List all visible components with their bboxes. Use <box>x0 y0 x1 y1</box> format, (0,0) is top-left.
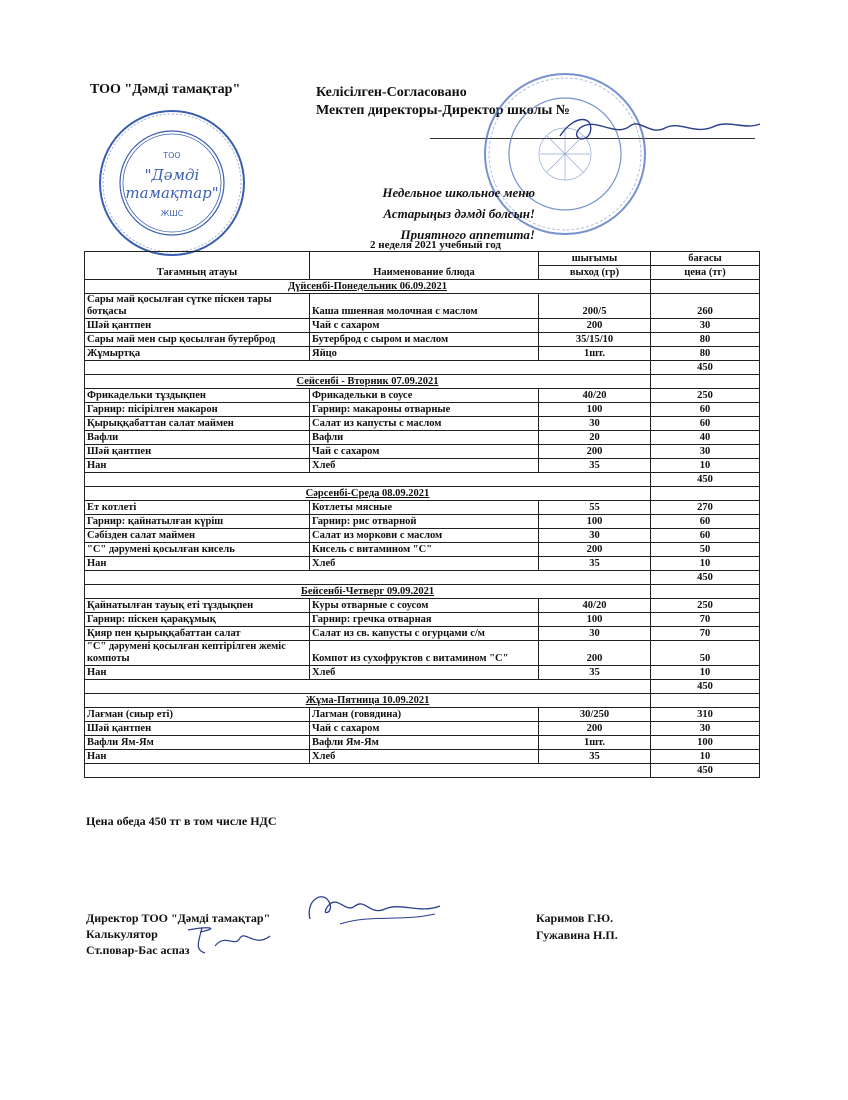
dish-name-kz: Шәй қантпен <box>85 722 310 736</box>
name-calculator: Гужавина Н.П. <box>536 928 618 942</box>
week-label: 2 неделя 2021 учебный год <box>370 239 501 251</box>
day-total-row <box>85 361 760 375</box>
day-title: Сәрсенбі-Среда 08.09.2021 <box>85 487 651 501</box>
dish-price: 30 <box>651 722 760 736</box>
dish-output: 35 <box>539 666 651 680</box>
dish-name-kz: Қияр пен қырыққабаттан салат <box>85 627 310 641</box>
menu-table-body <box>85 252 760 778</box>
header-out-top: шығымы <box>539 252 651 266</box>
dish-output: 200 <box>539 319 651 333</box>
dish-output: 40/20 <box>539 599 651 613</box>
table-row <box>85 294 760 319</box>
dish-output: 200 <box>539 445 651 459</box>
dish-name-ru: Лагман (говядина) <box>310 708 539 722</box>
day-total-row <box>85 764 760 778</box>
table-row <box>85 666 760 680</box>
day-total: 450 <box>651 571 760 585</box>
table-row <box>85 403 760 417</box>
dish-name-kz: Шәй қантпен <box>85 445 310 459</box>
table-row <box>85 750 760 764</box>
day-header-row <box>85 487 760 501</box>
dish-name-kz: Нан <box>85 750 310 764</box>
table-row <box>85 333 760 347</box>
day-header-empty <box>651 585 760 599</box>
dish-output: 35 <box>539 750 651 764</box>
dish-name-ru: Чай с сахаром <box>310 319 539 333</box>
dish-name-kz: Сәбізден салат маймен <box>85 529 310 543</box>
day-header-empty <box>651 375 760 389</box>
table-row <box>85 529 760 543</box>
stamp-bottom-text: ЖШС <box>160 209 184 218</box>
day-header-row <box>85 280 760 294</box>
dish-price: 80 <box>651 333 760 347</box>
day-title: Жұма-Пятница 10.09.2021 <box>85 694 651 708</box>
table-row <box>85 543 760 557</box>
dish-name-ru: Хлеб <box>310 459 539 473</box>
table-row <box>85 445 760 459</box>
approval-line-1: Келісілген-Согласовано <box>316 85 467 100</box>
table-row <box>85 627 760 641</box>
stamp-name-line-1: "Дәмді <box>144 166 200 184</box>
dish-price: 40 <box>651 431 760 445</box>
dish-price: 60 <box>651 403 760 417</box>
signatory-names <box>536 910 618 944</box>
day-header-row <box>85 694 760 708</box>
day-total: 450 <box>651 764 760 778</box>
stamp-name-line-2: тамақтар" <box>125 184 219 202</box>
dish-price: 60 <box>651 515 760 529</box>
day-header-row <box>85 585 760 599</box>
dish-name-ru: Кисель с витамином "С" <box>310 543 539 557</box>
dish-price: 260 <box>651 294 760 319</box>
day-total-blank <box>85 473 651 487</box>
dish-price: 250 <box>651 599 760 613</box>
dish-name-ru: Вафли Ям-Ям <box>310 736 539 750</box>
day-total-row <box>85 571 760 585</box>
dish-name-kz: Шәй қантпен <box>85 319 310 333</box>
dish-output: 200 <box>539 641 651 666</box>
dish-name-ru: Салат из капусты с маслом <box>310 417 539 431</box>
dish-name-ru: Вафли <box>310 431 539 445</box>
dish-name-ru: Хлеб <box>310 557 539 571</box>
table-row <box>85 515 760 529</box>
signature-director-bottom <box>300 884 450 934</box>
dish-name-kz: Нан <box>85 666 310 680</box>
menu-title-2: Астарыңыз дәмді болсын! <box>383 206 535 221</box>
dish-output: 1шт. <box>539 347 651 361</box>
dish-price: 270 <box>651 501 760 515</box>
dish-price: 30 <box>651 445 760 459</box>
dish-name-ru: Хлеб <box>310 750 539 764</box>
header-price-top: бағасы <box>651 252 760 266</box>
dish-name-kz: Сары май қосылған сүтке піскен тары ботқасы <box>85 294 310 319</box>
dish-name-ru: Бутерброд с сыром и маслом <box>310 333 539 347</box>
dish-name-ru: Салат из моркови с маслом <box>310 529 539 543</box>
table-row <box>85 708 760 722</box>
dish-output: 30 <box>539 529 651 543</box>
dish-name-ru: Котлеты мясные <box>310 501 539 515</box>
day-total-row <box>85 473 760 487</box>
dish-name-kz: Қайнатылған тауық еті тұздықпен <box>85 599 310 613</box>
dish-name-kz: Вафли <box>85 431 310 445</box>
stamp-top-text: ТОО <box>163 151 181 160</box>
table-row <box>85 557 760 571</box>
table-row <box>85 641 760 666</box>
dish-output: 200 <box>539 722 651 736</box>
dish-name-kz: "С" дәрумені қосылған кептірілген жеміс компоты <box>85 641 310 666</box>
dish-output: 200 <box>539 543 651 557</box>
dish-name-ru: Гарнир: рис отварной <box>310 515 539 529</box>
dish-name-ru: Чай с сахаром <box>310 445 539 459</box>
day-total-blank <box>85 680 651 694</box>
dish-name-kz: Нан <box>85 557 310 571</box>
day-total: 450 <box>651 680 760 694</box>
dish-output: 30/250 <box>539 708 651 722</box>
chef-label: Ст.повар-Бас аспаз <box>86 943 190 957</box>
dish-output: 20 <box>539 431 651 445</box>
day-header-empty <box>651 280 760 294</box>
day-header-empty <box>651 487 760 501</box>
dish-output: 30 <box>539 627 651 641</box>
day-total-row <box>85 680 760 694</box>
table-row <box>85 613 760 627</box>
company-name: ТОО "Дәмді тамақтар" <box>90 82 241 97</box>
table-row <box>85 347 760 361</box>
dish-name-ru: Куры отварные с соусом <box>310 599 539 613</box>
dish-output: 30 <box>539 417 651 431</box>
dish-price: 310 <box>651 708 760 722</box>
day-title: Бейсенбі-Четверг 09.09.2021 <box>85 585 651 599</box>
day-title: Сейсенбі - Вторник 07.09.2021 <box>85 375 651 389</box>
table-row <box>85 389 760 403</box>
table-row <box>85 736 760 750</box>
dish-output: 1шт. <box>539 736 651 750</box>
dish-output: 100 <box>539 403 651 417</box>
dish-name-kz: Гарнир: қайнатылған күріш <box>85 515 310 529</box>
dish-name-kz: Фрикадельки тұздықпен <box>85 389 310 403</box>
dish-price: 10 <box>651 666 760 680</box>
dish-output: 55 <box>539 501 651 515</box>
header-price-bottom: цена (тг) <box>651 266 760 280</box>
dish-price: 10 <box>651 459 760 473</box>
day-total: 450 <box>651 361 760 375</box>
table-row <box>85 722 760 736</box>
day-total: 450 <box>651 473 760 487</box>
dish-name-kz: "С" дәруменi қосылған кисель <box>85 543 310 557</box>
calculator-label: Калькулятор <box>86 927 158 941</box>
dish-name-kz: Жұмыртқа <box>85 347 310 361</box>
dish-name-kz: Нан <box>85 459 310 473</box>
dish-price: 80 <box>651 347 760 361</box>
dish-name-kz: Қырыққабаттан салат маймен <box>85 417 310 431</box>
dish-price: 250 <box>651 389 760 403</box>
dish-price: 30 <box>651 319 760 333</box>
director-label: Директор ТОО "Дәмді тамақтар" <box>86 911 271 925</box>
day-header-empty <box>651 694 760 708</box>
dish-output: 100 <box>539 515 651 529</box>
table-row <box>85 319 760 333</box>
price-note: Цена обеда 450 тг в том числе НДС <box>86 814 277 828</box>
dish-name-kz: Вафли Ям-Ям <box>85 736 310 750</box>
dish-output: 100 <box>539 613 651 627</box>
dish-output: 35 <box>539 459 651 473</box>
dish-name-ru: Салат из св. капусты с огурцами с/м <box>310 627 539 641</box>
dish-name-ru: Хлеб <box>310 666 539 680</box>
dish-price: 100 <box>651 736 760 750</box>
dish-output: 35/15/10 <box>539 333 651 347</box>
menu-title-1: Недельное школьное меню <box>382 185 535 200</box>
dish-price: 10 <box>651 750 760 764</box>
approval-line-2: Мектеп директоры-Директор школы № <box>316 103 570 118</box>
dish-name-ru: Фрикадельки в соусе <box>310 389 539 403</box>
table-row <box>85 501 760 515</box>
header-kz: Тағамның атауы <box>85 252 310 280</box>
dish-price: 70 <box>651 627 760 641</box>
dish-name-ru: Чай с сахаром <box>310 722 539 736</box>
dish-price: 10 <box>651 557 760 571</box>
header-out-bottom: выход (гр) <box>539 266 651 280</box>
name-director: Каримов Г.Ю. <box>536 911 614 925</box>
dish-name-kz: Лағман (сиыр еті) <box>85 708 310 722</box>
signature-calculator <box>180 918 280 958</box>
table-row <box>85 599 760 613</box>
menu-heading <box>350 182 535 245</box>
dish-price: 50 <box>651 543 760 557</box>
company-stamp <box>92 108 252 258</box>
day-title: Дүйсенбі-Понедельник 06.09.2021 <box>85 280 651 294</box>
dish-price: 50 <box>651 641 760 666</box>
dish-output: 40/20 <box>539 389 651 403</box>
table-row <box>85 459 760 473</box>
dish-name-ru: Яйцо <box>310 347 539 361</box>
dish-name-ru: Каша пшенная молочная с маслом <box>310 294 539 319</box>
dish-name-kz: Гарнир: піскен қарақұмық <box>85 613 310 627</box>
dish-name-ru: Гарнир: гречка отварная <box>310 613 539 627</box>
day-header-row <box>85 375 760 389</box>
day-total-blank <box>85 764 651 778</box>
dish-output: 35 <box>539 557 651 571</box>
dish-price: 60 <box>651 529 760 543</box>
menu-table <box>84 251 760 778</box>
dish-price: 60 <box>651 417 760 431</box>
table-row <box>85 417 760 431</box>
dish-price: 70 <box>651 613 760 627</box>
header-ru: Наименование блюда <box>310 252 539 280</box>
day-total-blank <box>85 361 651 375</box>
menu-title-3: Приятного аппетита! <box>400 227 535 242</box>
header-row <box>85 252 760 266</box>
dish-name-kz: Гарнир: пісірілген макарон <box>85 403 310 417</box>
dish-name-ru: Гарнир: макароны отварные <box>310 403 539 417</box>
director-signature <box>555 108 765 148</box>
dish-name-kz: Сары май мен сыр қосылған бутерброд <box>85 333 310 347</box>
dish-output: 200/5 <box>539 294 651 319</box>
table-row <box>85 431 760 445</box>
dish-name-ru: Компот из сухофруктов с витамином "С" <box>310 641 539 666</box>
day-total-blank <box>85 571 651 585</box>
dish-name-kz: Ет котлеті <box>85 501 310 515</box>
